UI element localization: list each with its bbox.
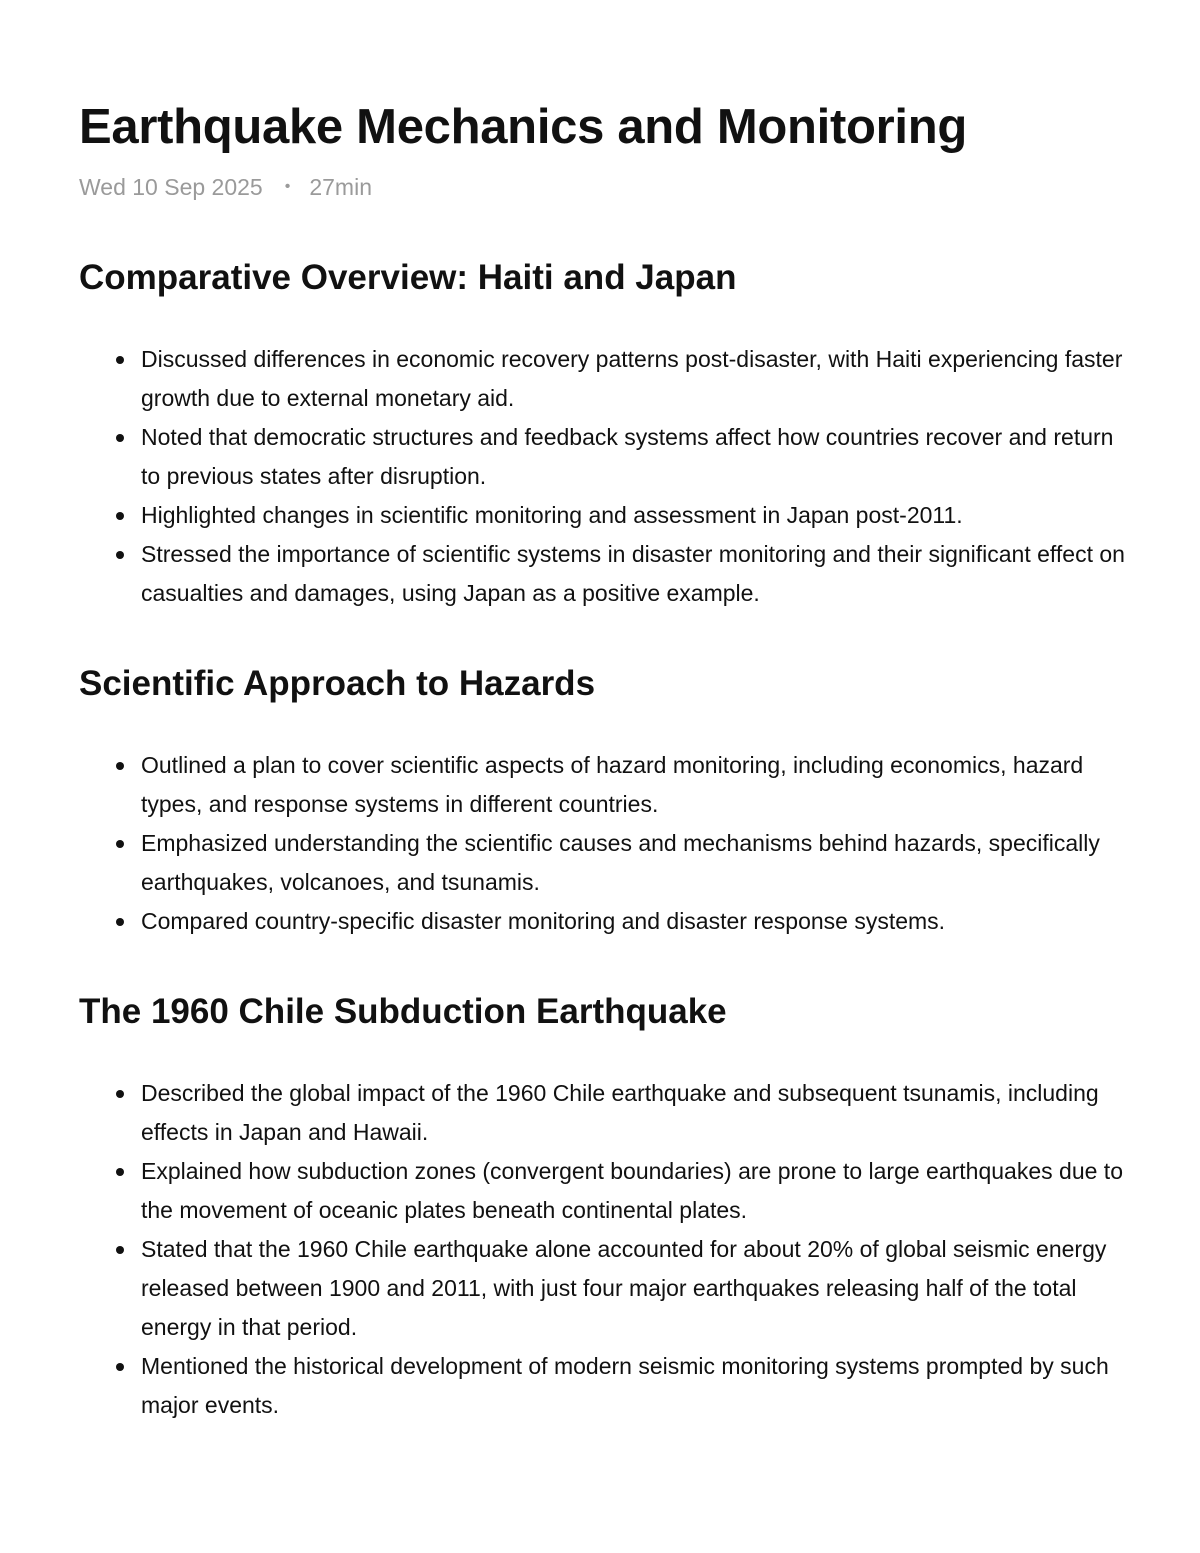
list-item-text: Noted that democratic structures and feedback systems affect how countries recover and return to previous states after disruption. bbox=[141, 424, 1114, 489]
list-item-text: Stressed the importance of scientific systems in disaster monitoring and their significant effect on casualties and damages, using Japan as a positive example. bbox=[141, 541, 1125, 606]
bullet-icon bbox=[116, 356, 124, 364]
list-item-text: Outlined a plan to cover scientific aspects of hazard monitoring, including economics, hazard types, and response systems in different countries. bbox=[141, 752, 1084, 817]
section-heading-scientific-approach: Scientific Approach to Hazards bbox=[79, 664, 596, 703]
meta-separator: • bbox=[284, 178, 291, 195]
list-item-text: Highlighted changes in scientific monitoring and assessment in Japan post-2011. bbox=[141, 502, 963, 528]
section-heading-haiti-japan: Comparative Overview: Haiti and Japan bbox=[79, 258, 737, 297]
list-item bbox=[79, 496, 1129, 535]
bullet-icon bbox=[116, 918, 124, 926]
list-item-text: Discussed differences in economic recovery patterns post-disaster, with Haiti experiencing faster growth due to external monetary aid. bbox=[141, 346, 1123, 411]
list-item bbox=[79, 746, 1129, 824]
list-item-text: Stated that the 1960 Chile earthquake alone accounted for about 20% of global seismic energy released between 1900 and 2011, with just four major earthquakes releasing half of the total energy in that period. bbox=[141, 1236, 1107, 1340]
list-item bbox=[79, 824, 1129, 902]
bullet-icon bbox=[116, 434, 124, 442]
list-item-text: Explained how subduction zones (convergent boundaries) are prone to large earthquakes due to the movement of oceanic plates beneath continental plates. bbox=[141, 1158, 1123, 1223]
list-item bbox=[79, 1152, 1129, 1230]
document-title: Earthquake Mechanics and Monitoring bbox=[79, 100, 967, 154]
list-item bbox=[79, 535, 1129, 613]
document-page bbox=[79, 96, 1129, 1425]
bullet-list-haiti-japan bbox=[79, 340, 1129, 613]
bullet-list-chile-earthquake bbox=[79, 1074, 1129, 1425]
section-heading-chile-earthquake: The 1960 Chile Subduction Earthquake bbox=[79, 992, 727, 1031]
bullet-icon bbox=[116, 1363, 124, 1371]
bullet-list-scientific-approach bbox=[79, 746, 1129, 941]
bullet-icon bbox=[116, 840, 124, 848]
bullet-icon bbox=[116, 1168, 124, 1176]
list-item bbox=[79, 418, 1129, 496]
list-item bbox=[79, 1347, 1129, 1425]
document-date: Wed 10 Sep 2025 bbox=[79, 174, 263, 200]
list-item-text: Mentioned the historical development of modern seismic monitoring systems prompted by such major events. bbox=[141, 1353, 1109, 1418]
document-meta bbox=[79, 172, 1129, 202]
list-item bbox=[79, 1074, 1129, 1152]
list-item bbox=[79, 340, 1129, 418]
list-item bbox=[79, 902, 1129, 941]
bullet-icon bbox=[116, 551, 124, 559]
list-item bbox=[79, 1230, 1129, 1347]
list-item-text: Emphasized understanding the scientific causes and mechanisms behind hazards, specifically earthquakes, volcanoes, and tsunamis. bbox=[141, 830, 1100, 895]
bullet-icon bbox=[116, 762, 124, 770]
list-item-text: Compared country-specific disaster monitoring and disaster response systems. bbox=[141, 908, 946, 934]
bullet-icon bbox=[116, 1246, 124, 1254]
bullet-icon bbox=[116, 1090, 124, 1098]
document-duration: 27min bbox=[309, 174, 372, 200]
list-item-text: Described the global impact of the 1960 Chile earthquake and subsequent tsunamis, including effects in Japan and Hawaii. bbox=[141, 1080, 1099, 1145]
bullet-icon bbox=[116, 512, 124, 520]
